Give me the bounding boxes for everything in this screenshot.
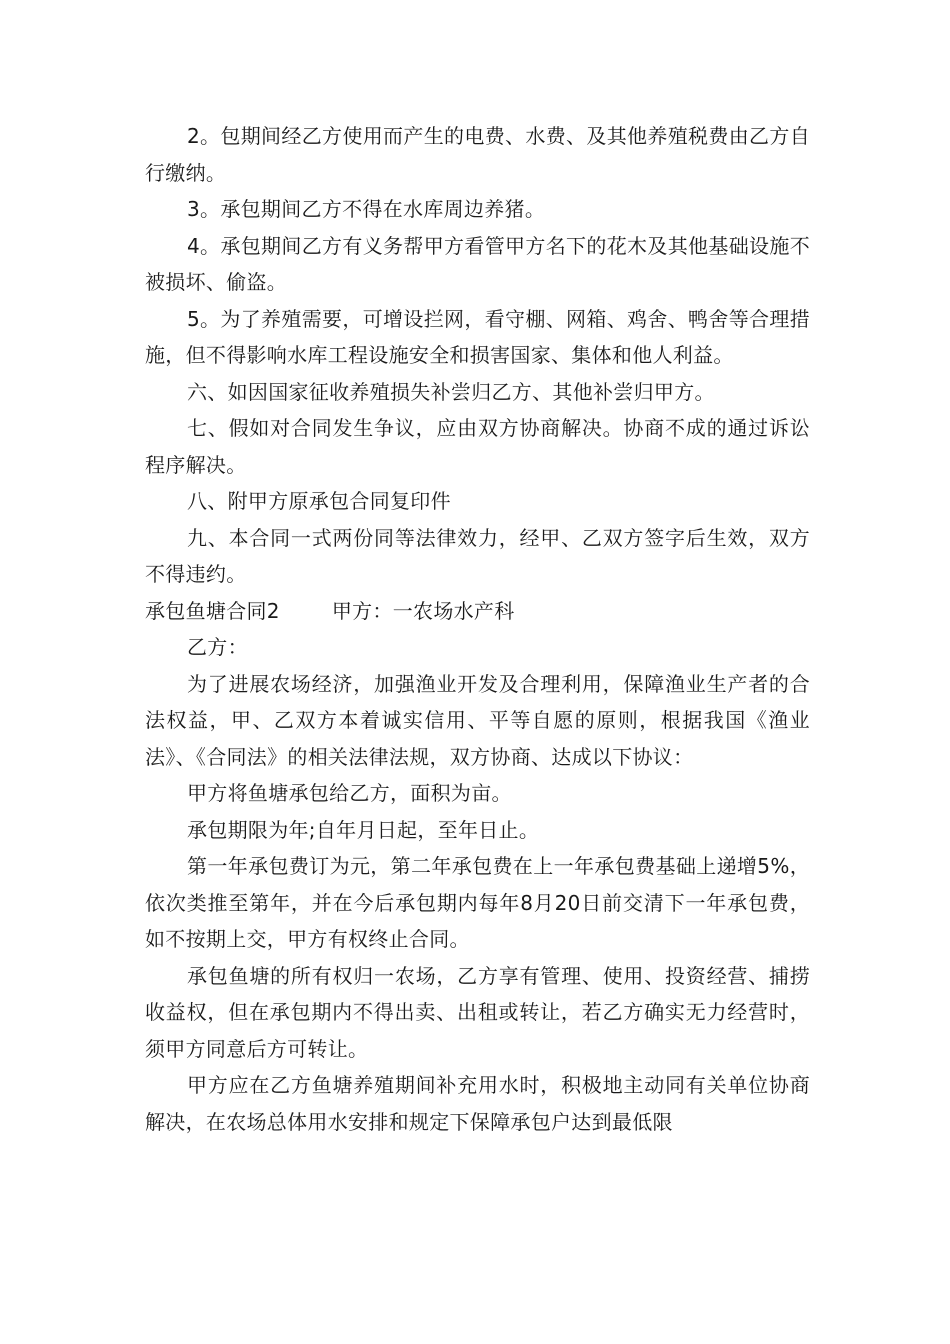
contract-2-title: 承包鱼塘合同2	[145, 598, 280, 623]
paragraph-section-9: 九、本合同一式两份同等法律效力，经甲、乙双方签字后生效，双方不得违约。	[145, 525, 810, 586]
paragraph-clause-4: 4。承包期间乙方有义务帮甲方看管甲方名下的花木及其他基础设施不被损坏、偷盗。	[145, 233, 810, 294]
paragraph-fee: 第一年承包费订为元，第二年承包费在上一年承包费基础上递增5%，依次类推至第年，并在今后承包期内每年8月20日前交清下一年承包费，如不按期上交，甲方有权终止合同。	[145, 854, 810, 951]
paragraph-preamble: 为了进展农场经济，加强渔业开发及合理利用，保障渔业生产者的合法权益，甲、乙双方本着诚实信用、平等自愿的原则，根据我国《渔业法》、《合同法》的相关法律法规，双方协商、达成以下协议：	[145, 671, 810, 769]
paragraph-term: 承包期限为年;自年月日起，至年日止。	[187, 817, 540, 842]
paragraph-clause-3: 3。承包期间乙方不得在水库周边养猪。	[187, 197, 546, 221]
paragraph-clause-2: 2。包期间经乙方使用而产生的电费、水费、及其他养殖税费由乙方自行缴纳。	[145, 124, 810, 185]
paragraph-ownership: 承包鱼塘的所有权归一农场，乙方享有管理、使用、投资经营、捕捞收益权，但在承包期内不得出卖、出租或转让，若乙方确实无力经营时，须甲方同意后方可转让。	[145, 963, 810, 1061]
party-b-line: 乙方：	[187, 635, 248, 659]
paragraph-section-8: 八、附甲方原承包合同复印件	[187, 489, 451, 513]
contract-2-heading	[145, 593, 810, 630]
paragraph-water: 甲方应在乙方鱼塘养殖期间补充用水时，积极地主动同有关单位协商解决，在农场总体用水安排和规定下保障承包户达到最低限	[145, 1073, 810, 1134]
document-body	[145, 118, 810, 1140]
party-a-line: 甲方：一农场水产科	[331, 598, 515, 623]
paragraph-section-6: 六、如因国家征收养殖损失补尝归乙方、其他补尝归甲方。	[187, 379, 715, 404]
paragraph-area: 甲方将鱼塘承包给乙方，面积为亩。	[187, 781, 512, 805]
paragraph-section-7: 七、假如对合同发生争议，应由双方协商解决。协商不成的通过诉讼程序解决。	[145, 416, 810, 477]
paragraph-clause-5: 5。为了养殖需要，可增设拦网，看守棚、网箱、鸡舍、鸭舍等合理措施，但不得影响水库工程设施安全和损害国家、集体和他人利益。	[145, 306, 810, 367]
